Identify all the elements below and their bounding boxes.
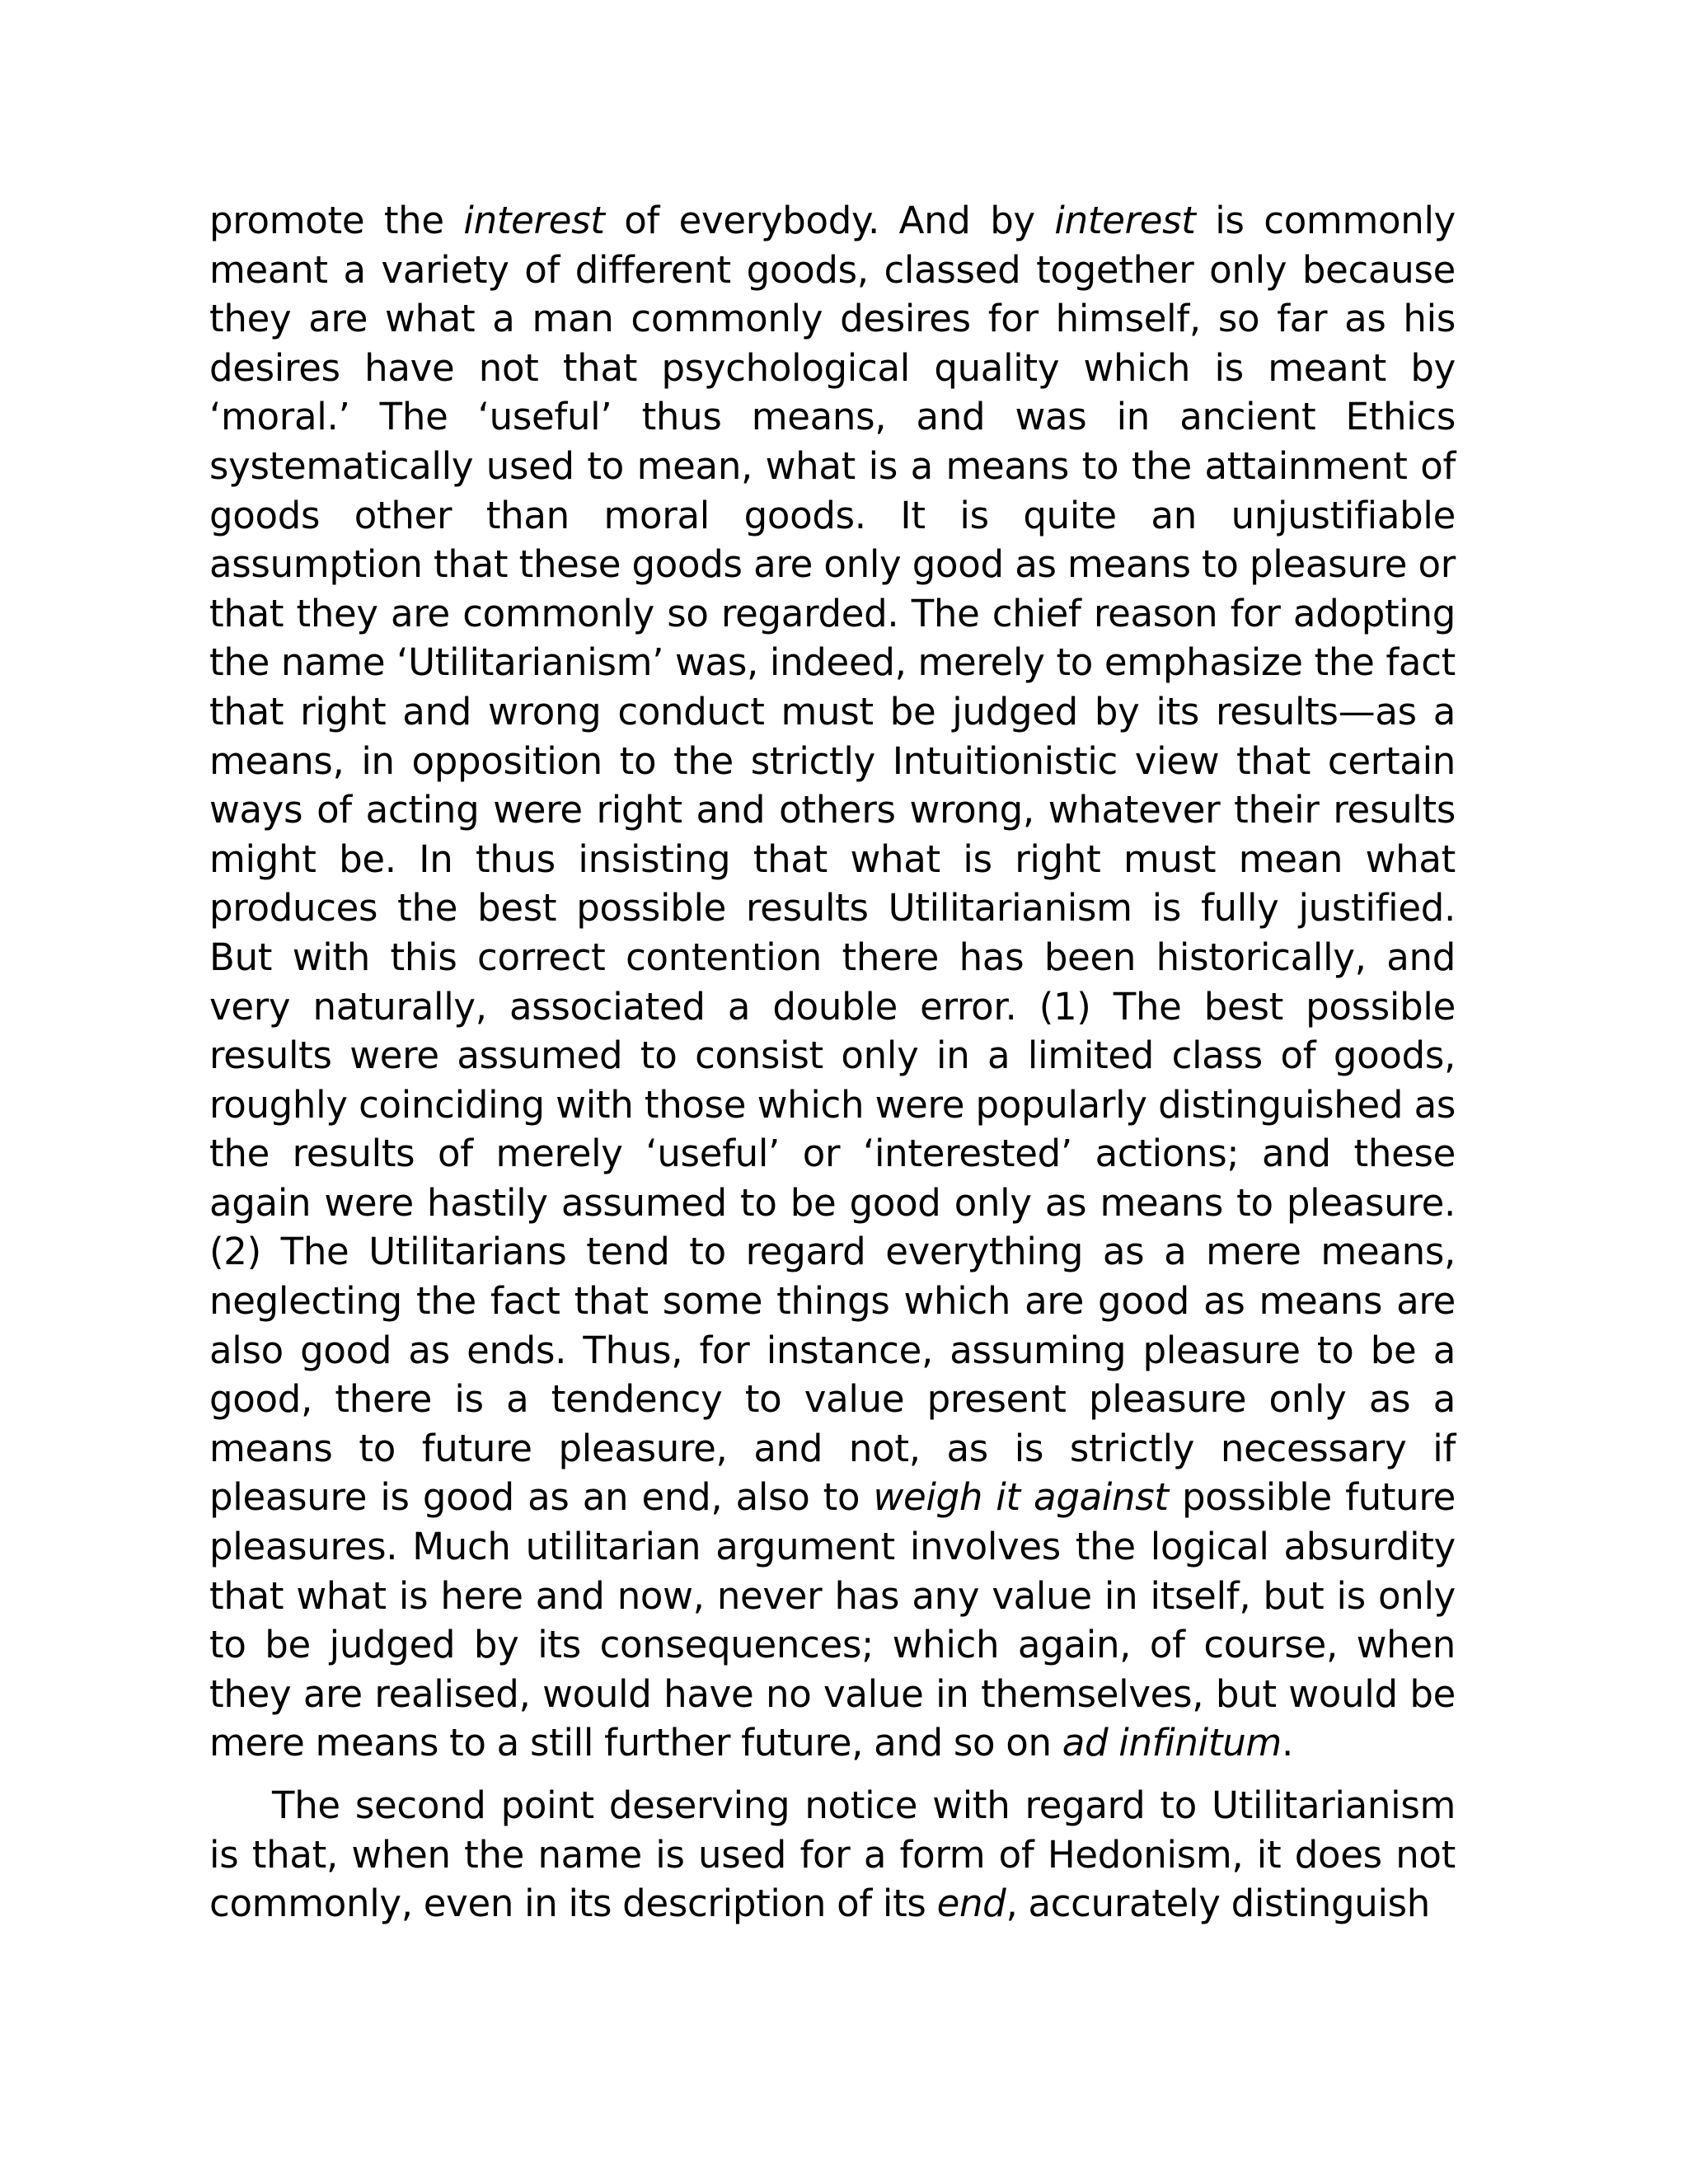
paragraph-2 xyxy=(209,1781,1456,1929)
text-segment: , accurately distinguish xyxy=(1006,1882,1431,1926)
italic-segment: ad infinitum xyxy=(1062,1721,1282,1765)
text-segment: . xyxy=(1281,1721,1293,1765)
body-text xyxy=(209,196,1456,1929)
italic-segment: weigh it against xyxy=(873,1475,1169,1520)
text-segment: possible future pleasures. Much utilitarian argument involves the logical absurdity that what is here and now, never has any value in itself, but is only to be judged by its consequences; which again, of course, when they are realised, would have no value in themselves, but would be mere means to a still further future, and so on xyxy=(209,1475,1456,1765)
text-segment: of everybody. And by xyxy=(604,199,1055,242)
paragraph-1 xyxy=(209,196,1456,1768)
text-segment: The second point deserving notice with regard to Utilitarianism is that, when the name is used for a form of Hedonism, it does not commonly, even in its description of its xyxy=(209,1783,1456,1926)
text-segment: promote the xyxy=(209,199,464,242)
text-segment: is commonly meant a variety of different goods, classed together only because they are what a man commonly desires for himself, so far as his desires have not that psychological quality which is meant by ‘moral.’ The ‘useful’ thus means, and was in ancient Ethics systematically used to mean, what is a means to the attainment of goods other than moral goods. It is quite an unjustifiable assumption that these goods are only good as means to pleasure or that they are commonly so regarded. The chief reason for adopting the name ‘Utilitarianism’ was, indeed, merely to emphasize the fact that right and wrong conduct must be judged by its results—as a means, in opposition to the strictly Intuitionistic view that certain ways of acting were right and others wrong, whatever their results might be. In thus insisting that what is right must mean what produces the best possible results Utilitarianism is fully justified. But with this correct contention there has been historically, and very naturally, associated a double error. (1) The best possible results were assumed to consist only in a limited class of goods, roughly coinciding with those which were popularly distinguished as the results of merely ‘useful’ or ‘interested’ actions; and these again were hastily assumed to be good only as means to pleasure. (2) The Utilitarians tend to regard everything as a mere means, neglecting the fact that some things which are good as means are also good as ends. Thus, for instance, assuming pleasure to be a good, there is a tendency to value present pleasure only as a means to future pleasure, and not, as is strictly necessary if pleasure is good as an end, also to xyxy=(209,199,1456,1520)
italic-segment: interest xyxy=(463,199,605,242)
italic-segment: end xyxy=(936,1882,1006,1926)
italic-segment: interest xyxy=(1054,199,1196,242)
